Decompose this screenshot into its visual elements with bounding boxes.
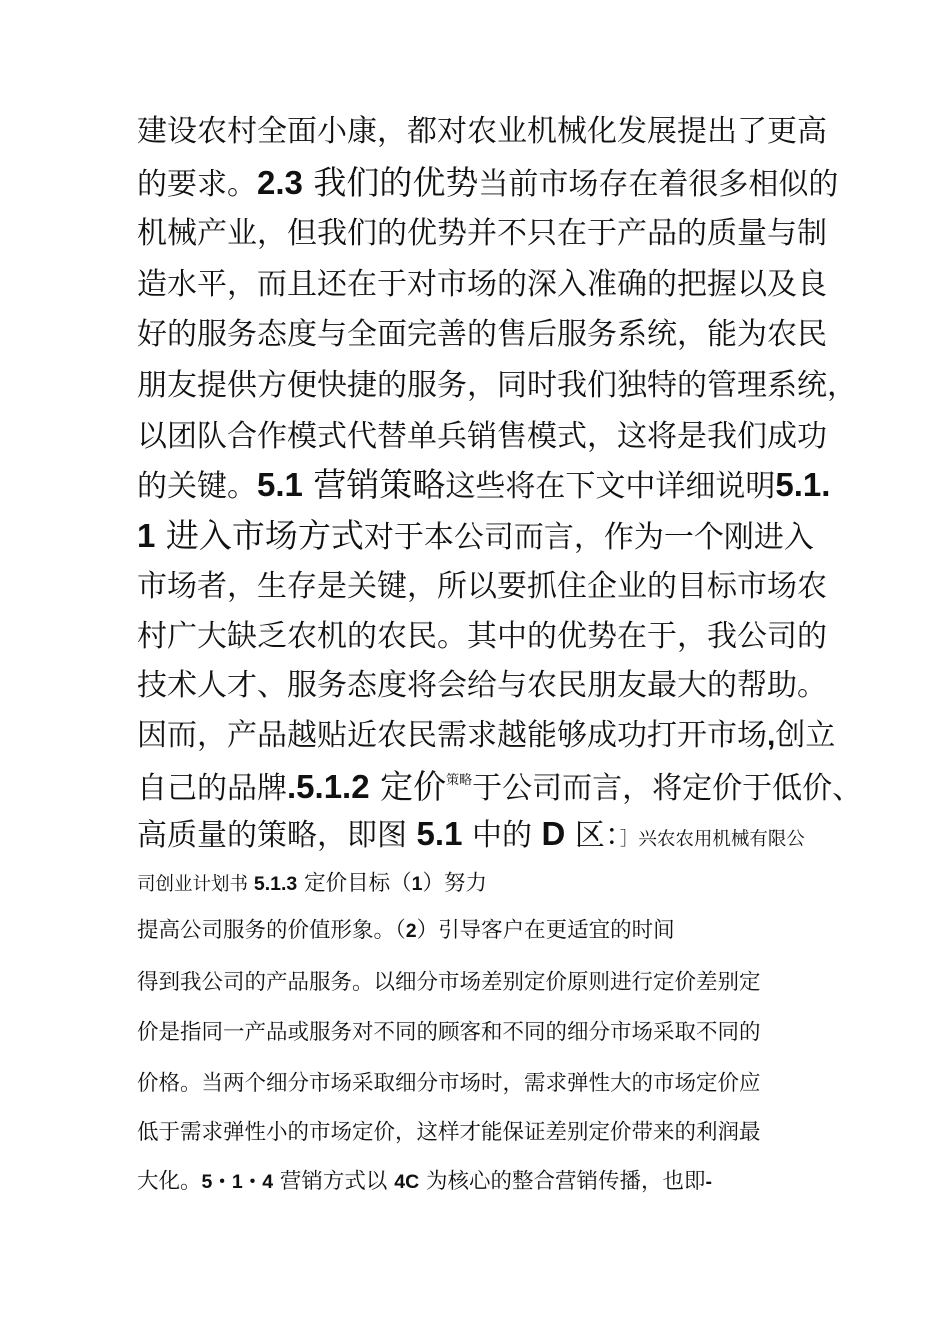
- paragraph-line: [137, 1066, 761, 1097]
- paragraph-line: [137, 360, 857, 404]
- text-run: 自己的品牌: [137, 771, 287, 806]
- text-run: ,: [767, 719, 776, 752]
- zone-label: D: [541, 815, 566, 852]
- text-run: 造水平，而且还在于对市场的深入准确的把握以及良: [137, 267, 827, 302]
- paragraph-line: [137, 510, 814, 557]
- section-heading: 进入市场方式: [155, 516, 364, 555]
- paragraph-line: [137, 913, 675, 944]
- text-run: 为核心的整合营销传播，也即: [419, 1169, 706, 1194]
- paragraph-line: [137, 411, 827, 455]
- text-run: ）努力: [422, 871, 487, 896]
- paragraph-line: [137, 965, 761, 996]
- text-run: 对于本公司而言，作为一个刚进入: [363, 520, 814, 555]
- header-fragment: 司创业计划书: [137, 874, 254, 895]
- text-run: 大化。: [137, 1169, 202, 1194]
- paragraph-line: [137, 208, 827, 252]
- paragraph-line: [137, 1164, 712, 1195]
- text-run: 机械产业，但我们的优势并不只在于产品的质量与制: [137, 216, 827, 251]
- paragraph-line: [137, 866, 487, 897]
- text-run: 高质量的策略，即图: [137, 818, 417, 853]
- text-run: 提高公司服务的价值形象。（: [137, 918, 406, 943]
- paragraph-line: [137, 561, 827, 605]
- paragraph-line: [137, 660, 827, 704]
- text-run: 当前市场存在着很多相似的: [478, 167, 839, 202]
- figure-number: 5.1: [416, 815, 463, 852]
- text-run: 中的: [462, 818, 542, 853]
- text-run: 以团队合作模式代替单兵销售模式，这将是我们成功: [137, 419, 827, 454]
- text-run: 营销方式以: [273, 1169, 395, 1194]
- text-run: 建设农村全面小康，都对农业机械化发展提出了更高: [137, 114, 827, 149]
- paragraph-line: [137, 106, 827, 150]
- section-number: 5.1: [257, 466, 303, 503]
- paragraph-line: [137, 761, 862, 808]
- paragraph-line: [137, 259, 827, 303]
- paragraph-line: [137, 1115, 761, 1146]
- text-run: 村广大缺乏农机的农民。其中的优势在于，我公司的: [137, 619, 827, 654]
- section-number: 5.1.: [775, 466, 831, 503]
- text-run: 这些将在下文中详细说明: [445, 469, 776, 504]
- text-run: 价格。当两个细分市场采取细分市场时，需求弹性大的市场定价应: [137, 1071, 761, 1096]
- list-number: 2: [405, 920, 417, 942]
- superscript-text: 策略: [446, 773, 473, 788]
- section-number: 1: [137, 517, 156, 554]
- paragraph-line: [137, 1015, 761, 1046]
- text-run: 好的服务态度与全面完善的售后服务系统，能为农民: [137, 317, 827, 352]
- text-run: 的要求。: [137, 167, 257, 202]
- section-heading: 我们的优势: [302, 163, 479, 202]
- paragraph-line: [137, 459, 830, 506]
- section-heading: 营销策略: [302, 465, 446, 504]
- text-run: ）引导客户在更适宜的时间: [416, 918, 675, 943]
- text-run: 市场者，生存是关键，所以要抓住企业的目标市场农: [137, 569, 827, 604]
- text-run: -: [705, 1171, 713, 1193]
- text-run: 因而，产品越贴近农民需求越能够成功打开市场: [137, 718, 767, 753]
- text-run: 低于需求弹性小的市场定价，这样才能保证差别定价带来的利润最: [137, 1120, 761, 1145]
- paragraph-line: [137, 309, 827, 353]
- text-run: 创立: [775, 718, 836, 753]
- section-number: 5.1.3: [253, 873, 298, 895]
- text-run: 定价目标（: [297, 871, 412, 896]
- section-number: 5・1・4: [201, 1171, 274, 1193]
- paragraph-line: [137, 710, 835, 754]
- text-run: 技术人才、服务态度将会给与农民朋友最大的帮助。: [137, 668, 827, 703]
- text-run: 4C: [394, 1171, 420, 1193]
- paragraph-line: [137, 810, 805, 854]
- section-number: 2.3: [257, 164, 303, 201]
- header-fragment: ］兴农农用机械有限公: [619, 829, 805, 850]
- text-run: 的关键。: [137, 469, 257, 504]
- text-run: 区：: [565, 818, 620, 853]
- section-heading: 定价: [369, 767, 447, 806]
- list-number: 1: [411, 873, 423, 895]
- paragraph-line: [137, 157, 838, 204]
- section-number: .5.1.2: [287, 768, 370, 805]
- text-run: 价是指同一产品或服务对不同的顾客和不同的细分市场采取不同的: [137, 1020, 761, 1045]
- paragraph-line: [137, 611, 827, 655]
- text-run: 于公司而言，将定价于低价、: [472, 771, 863, 806]
- text-run: 得到我公司的产品服务。以细分市场差别定价原则进行定价差别定: [137, 970, 761, 995]
- text-run: 朋友提供方便快捷的服务，同时我们独特的管理系统，: [137, 368, 857, 403]
